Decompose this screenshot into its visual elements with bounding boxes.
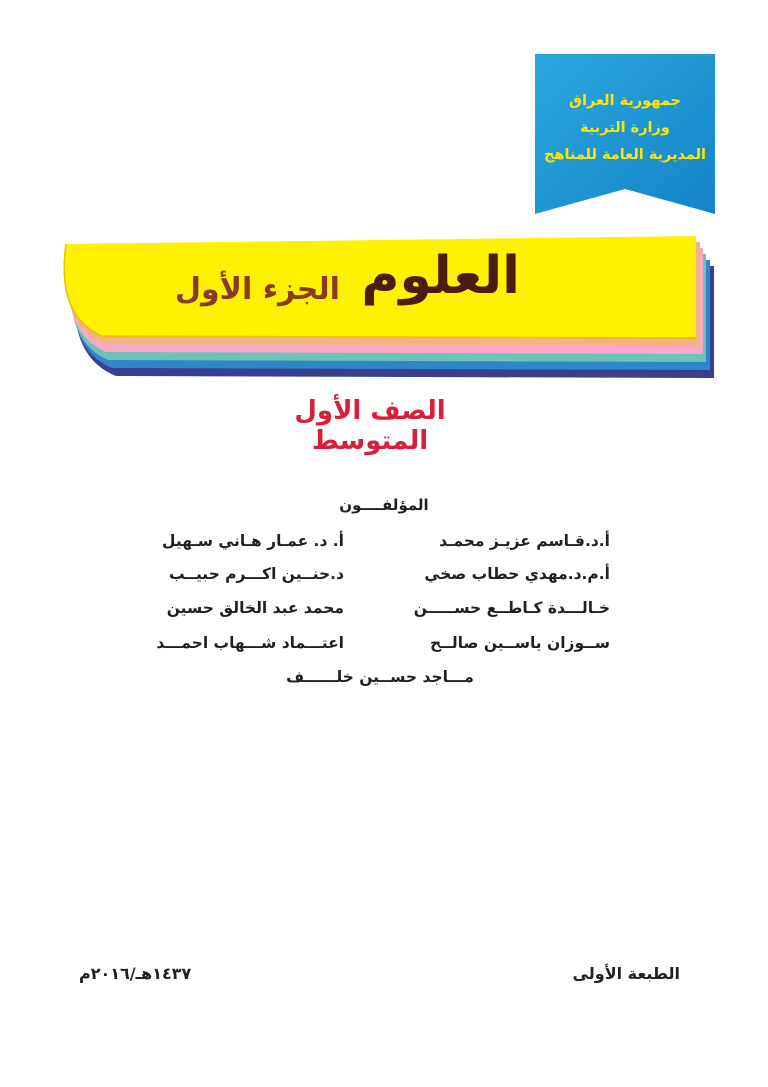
author-name: أ. د. عمـار هـاني سـهيل — [162, 532, 344, 550]
publication-date: ١٤٣٧هـ/٢٠١٦م — [79, 964, 192, 983]
grade-subtitle: الصف الأول المتوسط — [294, 396, 446, 456]
book-title: العلوم — [361, 246, 520, 306]
author-name: خـالـــدة كـاطــع حســـــن — [413, 599, 610, 617]
author-name: محمد عبد الخالق حسين — [166, 599, 344, 617]
author-name: د.حنــين اكـــرم حبيــب — [168, 565, 344, 583]
author-name: أ.م.د.مهدي حطاب صخي — [424, 565, 610, 583]
ribbon-line-directorate: المديرية العامة للمناهج — [543, 147, 707, 163]
author-name: ســوزان ياســين صالــح — [430, 634, 610, 652]
author-name: اعتـــماد شـــهاب احمـــد — [156, 634, 344, 652]
author-name: أ.د.قـاسم عزيـز محمـد — [439, 532, 610, 550]
author-name: مـــاجد حســين خلــــــف — [286, 668, 474, 686]
ribbon-line-country: جمهورية العراق — [568, 93, 682, 109]
authors-heading: المؤلفــــون — [339, 496, 429, 514]
ribbon-line-ministry: وزارة التربية — [580, 120, 670, 136]
book-part: الجزء الأول — [175, 272, 340, 307]
edition-label: الطبعة الأولى — [572, 964, 680, 983]
ribbon-text — [535, 88, 715, 169]
